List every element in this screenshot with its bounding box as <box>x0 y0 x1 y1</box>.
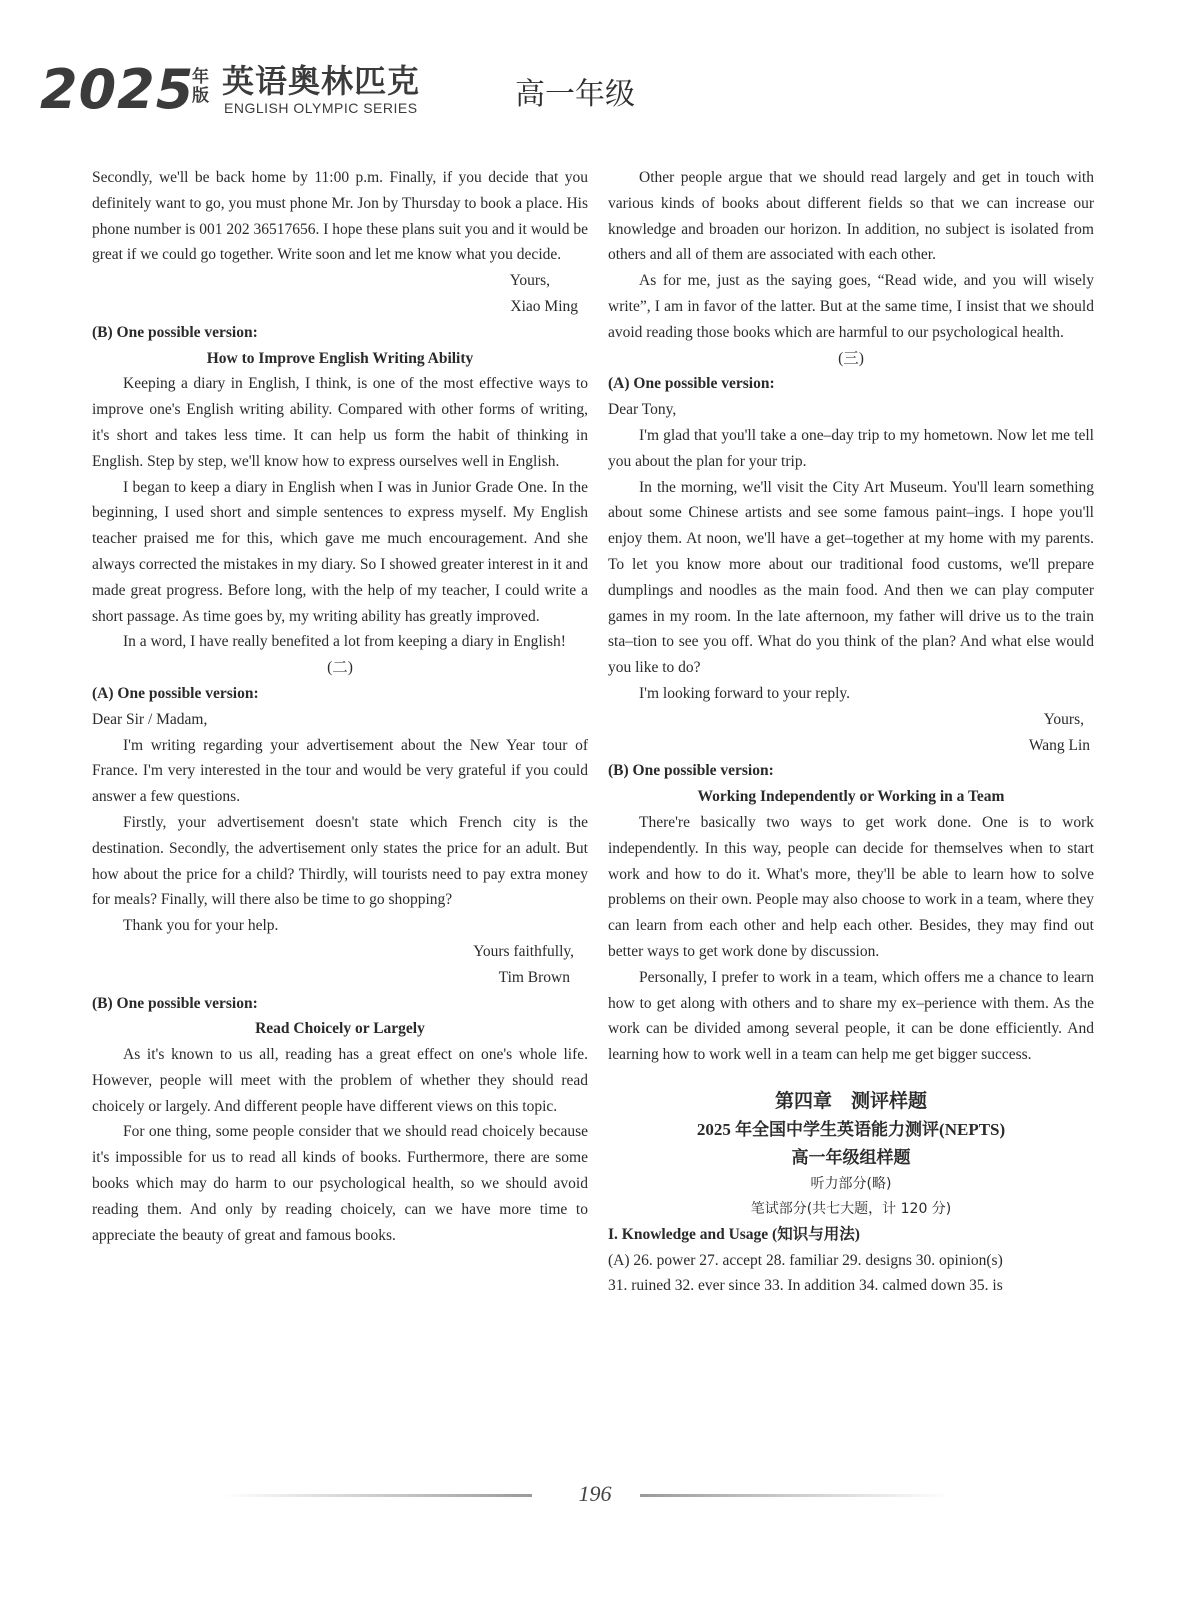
paragraph: In the morning, we'll visit the City Art Museum. You'll learn something about some Chinese artists and see some famous paint–ings. I hope you'll enjoy them. At noon, we'll have a get–together at my home with my parents. To let you know more about our traditional food customs, we'll prepare dumplings and noodles as the main food. And then we can play computer games in my room. In the late afternoon, my father will drive us to the train sta–tion to see you off. What do you think of the plan? And what else would you like to do? <box>608 478 1094 677</box>
page-number: 196 <box>578 1481 612 1506</box>
letter-signature: Xiao Ming <box>510 297 578 315</box>
answer-line: 31. ruined 32. ever since 33. In addition 34. calmed down 35. is <box>608 1277 1003 1295</box>
section-marker: (三) <box>838 349 864 367</box>
paragraph: Personally, I prefer to work in a team, which offers me a chance to learn how to get along with others and to share my ex–perience with them. As the work can be divided among several people, it can be done efficiently. And learning how to work well in a team can help me get bigger success. <box>608 968 1094 1064</box>
paragraph: For one thing, some people consider that we should read choicely because it's impossible for us to read all kinds of books. Furthermore, there are some books which may do harm to our psychological health, so we should avoid reading them. And only by reading choicely, can we have more time to appreciate the beauty of great and famous books. <box>92 1123 588 1244</box>
version-label: (B) One possible version: <box>608 762 774 780</box>
chapter-title: 第四章 测评样题 <box>774 1089 927 1112</box>
version-label: (A) One possible version: <box>608 375 775 393</box>
letter-closing: Yours faithfully, <box>473 942 574 960</box>
edition-mark: 年版 <box>192 67 209 106</box>
essay-title: Working Independently or Working in a Team <box>697 788 1005 806</box>
exam-group-title: 高一年级组样题 <box>791 1147 911 1168</box>
paragraph: As for me, just as the saying goes, “Read wide, and you will wisely write”, I am in favor of the latter. But at the same time, I insist that we should avoid reading those books which are harmful to our psychological health. <box>608 272 1094 341</box>
answer-line: (A) 26. power 27. accept 28. familiar 29. designs 30. opinion(s) <box>608 1251 1003 1269</box>
paragraph: I began to keep a diary in English when I was in Junior Grade One. In the beginning, I used short and simple sentences to express myself. My English teacher praised me for this, which gave me much encouragement. And she always corrected the mistakes in my diary. So I showed greater interest in it and made great progress. Before long, with the help of my teacher, I could write a short passage. As time goes by, my writing ability has greatly improved. <box>92 478 588 625</box>
essay-title: How to Improve English Writing Ability <box>206 349 474 367</box>
right-column <box>608 165 1094 1299</box>
paragraph: Secondly, we'll be back home by 11:00 p.m. Finally, if you decide that you definitely want to go, you must phone Mr. Jon by Thursday to book a place. His phone number is 001 202 36517656. I hope these plans suit you and it would be great if we could go together. Write soon and let me know what you decide. <box>92 169 588 264</box>
paragraph: Firstly, your advertisement doesn't state which French city is the destination. Secondly, the advertisement only states the price for an adult. But how about the price for a child? Thirdly, will tourists need to pay extra money for meals? Finally, will there also be time to go shopping? <box>92 813 588 909</box>
letter-closing: Yours, <box>509 272 550 290</box>
series-year: 2025 <box>40 58 195 121</box>
written-note: 笔试部分(共七大题，计 120 分) <box>750 1200 952 1217</box>
letter-salutation: Dear Tony, <box>608 401 677 419</box>
paragraph: In a word, I have really benefited a lot from keeping a diary in English! <box>123 633 566 651</box>
version-label: (B) One possible version: <box>92 323 258 341</box>
footer-rule-right <box>640 1494 950 1497</box>
section-marker: (二) <box>327 659 353 677</box>
paragraph: I'm writing regarding your advertisement about the New Year tour of France. I'm very interested in the tour and would be very grateful if you could answer a few questions. <box>92 736 588 806</box>
paragraph: Keeping a diary in English, I think, is one of the most effective ways to improve one's English writing ability. Compared with other forms of writing, it's short and takes less time. It can help us form the habit of thinking in English. Step by step, we'll know how to express ourselves well in English. <box>92 375 588 470</box>
left-column <box>92 165 588 1248</box>
page-header <box>40 58 740 122</box>
footer-rule-left <box>222 1494 532 1497</box>
paragraph: As it's known to us all, reading has a great effect on one's whole life. However, people will meet with the problem of whether they should read choicely or largely. And different people have different views on this topic. <box>92 1046 588 1115</box>
paragraph: I'm looking forward to your reply. <box>639 684 850 702</box>
letter-signature: Tim Brown <box>498 968 570 986</box>
series-title-en: ENGLISH OLYMPIC SERIES <box>224 100 418 116</box>
series-title-cn: 英语奥林匹克 <box>222 62 421 100</box>
page-footer <box>0 1480 1200 1510</box>
letter-closing: Yours, <box>1043 710 1084 728</box>
paragraph: I'm glad that you'll take a one–day trip to my hometown. Now let me tell you about the plan for your trip. <box>608 426 1094 470</box>
paragraph: Other people argue that we should read largely and get in touch with various kinds of books about different fields so that we can increase our knowledge and broaden our horizon. In addition, no subject is isolated from others and all of them are associated with each other. <box>608 169 1094 264</box>
version-label: (A) One possible version: <box>92 684 259 702</box>
version-label: (B) One possible version: <box>92 994 258 1012</box>
listening-note: 听力部分(略) <box>810 1175 892 1192</box>
exam-title: 2025 年全国中学生英语能力测评(NEPTS) <box>696 1119 1006 1139</box>
paragraph: Thank you for your help. <box>123 917 279 935</box>
letter-salutation: Dear Sir / Madam, <box>92 710 208 728</box>
paragraph: There're basically two ways to get work done. One is to work independently. In this way, people can decide for themselves when to start work and how to do it. What's more, they'll be able to learn how to solve problems on their own. People may also choose to work in a team, where they can learn from each other and help each other. Besides, they may find out better ways to get work done by discussion. <box>608 813 1094 960</box>
essay-title: Read Choicely or Largely <box>255 1020 425 1038</box>
part-heading: I. Knowledge and Usage (知识与用法) <box>608 1225 860 1243</box>
letter-signature: Wang Lin <box>1028 736 1090 754</box>
grade-label: 高一年级 <box>515 77 635 112</box>
